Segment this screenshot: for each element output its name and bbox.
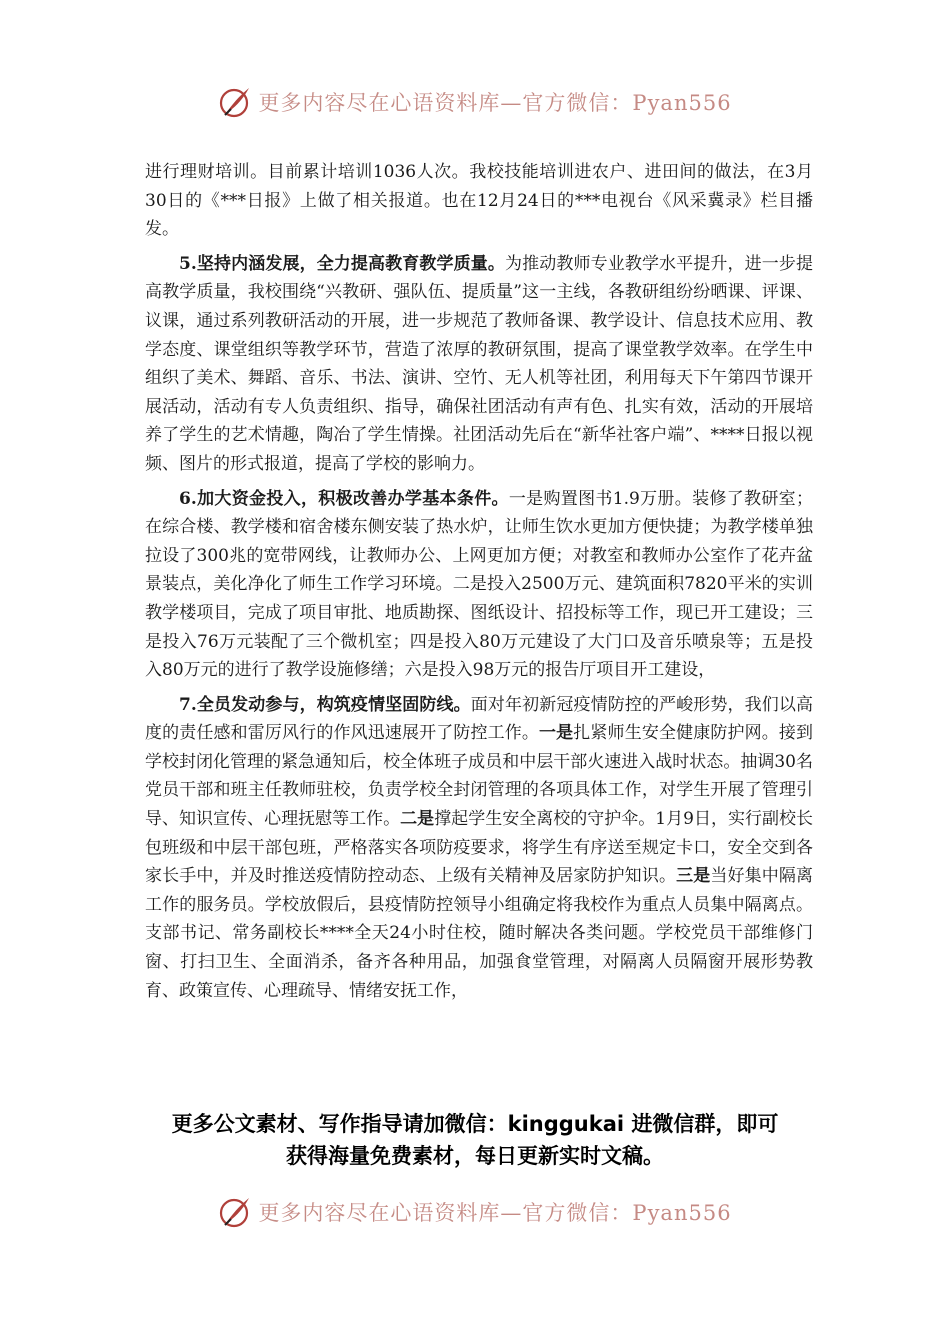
promo-notice <box>100 1108 850 1172</box>
paragraph-continuation: 进行理财培训。目前累计培训1036人次。我校技能培训进农户、进田间的做法，在3月30日的《***日报》上做了相关报道。也在12月24日的***电视台《风采冀录》栏目播发。 <box>145 162 813 240</box>
header-banner <box>0 80 950 124</box>
keyword-first: 一是 <box>539 723 574 744</box>
paragraph-5-text: 为推动教师专业教学水平提升，进一步提高教学质量，我校围绕“兴教研、强队伍、提质量”这一主线，各教研组纷纷晒课、评课、议课，通过系列教研活动的开展，进一步规范了教师备课、教学设计、信息技术应用、教学态度、课堂组织等教学环节，营造了浓厚的教研氛围，提高了课堂教学效率。在学生中组织了美术、舞蹈、音乐、书法、演讲、空竹、无人机等社团，利用每天下午第四节课开展活动，活动有专人负责组织、指导，确保社团活动有声有色、扎实有效，活动的开展培养了学生的艺术情趣，陶冶了学生情操。社团活动先后在“新华社客户端”、****日报以视频、图片的形式报道，提高了学校的影响力。 <box>145 253 814 474</box>
paragraph-7-text-c: 撑起学生安全离校的守护伞。1月9日，实行副校长包班级和中层干部包班，严格落实各项防疫要求，将学生有序送至规定卡口，安全交到各家长手中，并及时推送疫情防控动态、上级有关精神及居家防护知识。 <box>145 809 814 887</box>
quill-logo-icon <box>218 1195 252 1229</box>
paragraph-6-text: 一是购置图书1.9万册。装修了教研室；在综合楼、教学楼和宿舍楼东侧安装了热水炉，让师生饮水更加方便快捷；为教学楼单独拉设了300兆的宽带网线，让教师办公、上网更加方便；对教室和教师办公室作了花卉盆景装点，美化净化了师生工作学习环境。二是投入2500万元、建筑面积7820平米的实训教学楼项目，完成了项目审批、地质勘探、图纸设计、招投标等工作，现已开工建设；三是投入76万元装配了三个微机室；四是投入80万元建设了大门口及音乐喷泉等；五是投入80万元的进行了教学设施修缮；六是投入98万元的报告厅项目开工建设， <box>145 488 813 681</box>
paragraph-7-text-a: 面对年初新冠疫情防控的严峻形势，我们以高度的责任感和雷厉风行的作风迅速展开了防控工作。 <box>145 694 814 744</box>
quill-logo-icon <box>218 85 252 119</box>
promo-line-2: 获得海量免费素材，每日更新实时文稿。 <box>286 1144 664 1168</box>
paragraph-6-heading: 6.加大资金投入，积极改善办学基本条件。 <box>179 488 509 509</box>
document-body <box>145 158 813 1005</box>
promo-line-1: 更多公文素材、写作指导请加微信：kinggukai 进微信群，即可 <box>171 1112 779 1136</box>
paragraph-7-heading: 7.全员发动参与，构筑疫情坚固防线。 <box>179 694 471 715</box>
header-banner-text: 更多内容尽在心语资料库—官方微信：Pyan556 <box>258 91 732 115</box>
footer-banner-text: 更多内容尽在心语资料库—官方微信：Pyan556 <box>258 1201 732 1225</box>
paragraph-7-text-b: 扎紧师生安全健康防护网。接到学校封闭化管理的紧急通知后，校全体班子成员和中层干部火速进入战时状态。抽调30名党员干部和班主任教师驻校，负责学校全封闭管理的各项具体工作，对学生开展了管理引导、知识宣传、心理抚慰等工作。 <box>145 723 814 830</box>
keyword-second: 二是 <box>400 809 435 830</box>
paragraph-5 <box>145 250 813 479</box>
paragraph-7 <box>145 691 813 1006</box>
paragraph-7-text-d: 当好集中隔离工作的服务员。学校放假后，县疫情防控领导小组确定将我校作为重点人员集中隔离点。支部书记、常务副校长****全天24小时住校，随时解决各类问题。学校党员干部维修门窗、打扫卫生、全面消杀，备齐各种用品，加强食堂管理，对隔离人员隔窗开展形势教育、政策宣传、心理疏导、情绪安抚工作， <box>145 866 814 1001</box>
paragraph-5-heading: 5.坚持内涵发展，全力提高教育教学质量。 <box>179 253 505 274</box>
footer-banner <box>0 1190 950 1234</box>
keyword-third: 三是 <box>676 866 711 887</box>
paragraph-6 <box>145 485 813 685</box>
